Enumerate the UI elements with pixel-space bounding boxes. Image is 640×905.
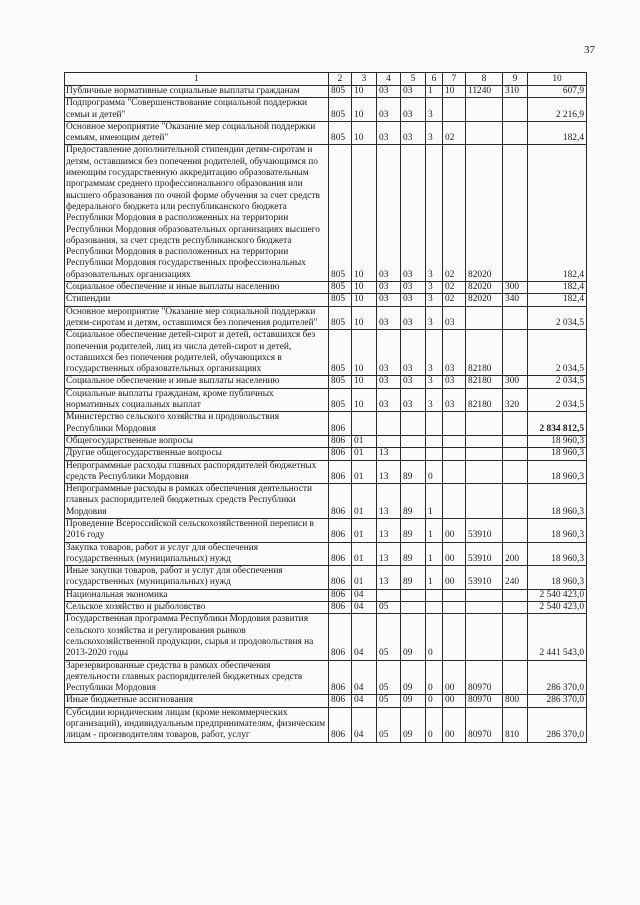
table-row — [65, 306, 587, 330]
code-section-cell: 04 — [352, 614, 377, 660]
code-subsection-cell: 13 — [377, 448, 401, 460]
table-row — [65, 518, 587, 542]
code-admin-cell: 806 — [329, 707, 352, 742]
amount-cell: 2 834 812,5 — [528, 412, 587, 436]
page-number: 37 — [584, 44, 595, 56]
table-header-row — [65, 73, 587, 86]
amount-cell: 2 034,5 — [528, 388, 587, 412]
code-direction-cell: 80970 — [466, 660, 503, 695]
table-row — [65, 282, 587, 294]
code-program-cell: 03 — [401, 98, 426, 122]
code-program-cell: 89 — [401, 484, 426, 519]
code-expense-type-cell — [503, 145, 528, 282]
code-section-cell: 10 — [352, 98, 377, 122]
code-expense-type-cell — [503, 602, 528, 614]
code-expense-type-cell: 200 — [503, 542, 528, 566]
code-section-cell: 01 — [352, 518, 377, 542]
code-section-cell: 10 — [352, 282, 377, 294]
code-direction-cell — [466, 602, 503, 614]
code-activity-cell: 03 — [443, 330, 466, 376]
code-subprogram-cell: 0 — [426, 614, 443, 660]
column-header: 4 — [377, 73, 401, 86]
code-subprogram-cell: 0 — [426, 695, 443, 707]
code-admin-cell: 806 — [329, 542, 352, 566]
column-header: 8 — [466, 73, 503, 86]
row-name-cell: Социальные выплаты гражданам, кроме публичных нормативных социальных выплат — [65, 388, 329, 412]
table-row — [65, 460, 587, 484]
amount-cell: 18 960,3 — [528, 484, 587, 519]
code-expense-type-cell — [503, 589, 528, 601]
code-program-cell: 03 — [401, 376, 426, 388]
code-direction-cell: 80970 — [466, 707, 503, 742]
code-program-cell — [401, 448, 426, 460]
code-direction-cell: 82020 — [466, 294, 503, 306]
code-program-cell: 89 — [401, 566, 426, 590]
code-subsection-cell: 05 — [377, 707, 401, 742]
row-name-cell: Публичные нормативные социальные выплаты гражданам — [65, 86, 329, 98]
amount-cell: 2 540 423,0 — [528, 602, 587, 614]
code-section-cell: 01 — [352, 566, 377, 590]
column-header: 7 — [443, 73, 466, 86]
code-section-cell: 10 — [352, 330, 377, 376]
code-expense-type-cell: 320 — [503, 388, 528, 412]
amount-cell: 286 370,0 — [528, 660, 587, 695]
code-subsection-cell: 13 — [377, 566, 401, 590]
code-section-cell: 01 — [352, 448, 377, 460]
code-direction-cell — [466, 614, 503, 660]
row-name-cell: Непрограммные расходы в рамках обеспечения деятельности главных распорядителей бюджетных средств Республики Мордовия — [65, 484, 329, 519]
code-subprogram-cell — [426, 435, 443, 447]
table-row — [65, 602, 587, 614]
code-subprogram-cell: 3 — [426, 330, 443, 376]
column-header: 1 — [65, 73, 329, 86]
code-subsection-cell: 13 — [377, 484, 401, 519]
code-subsection-cell: 05 — [377, 695, 401, 707]
row-name-cell: Иные бюджетные ассигнования — [65, 695, 329, 707]
row-name-cell: Основное мероприятие "Оказание мер социальной поддержки семьям, имеющим детей" — [65, 121, 329, 145]
amount-cell: 286 370,0 — [528, 695, 587, 707]
code-subsection-cell: 03 — [377, 282, 401, 294]
code-subsection-cell — [377, 435, 401, 447]
code-expense-type-cell — [503, 614, 528, 660]
amount-cell: 2 034,5 — [528, 330, 587, 376]
row-name-cell: Государственная программа Республики Мордовия развития сельского хозяйства и регулирования рынков сельскохозяйственной продукции, сырья и продовольствия на 2013-2020 годы — [65, 614, 329, 660]
table-row — [65, 412, 587, 436]
code-admin-cell: 806 — [329, 589, 352, 601]
code-program-cell — [401, 435, 426, 447]
code-admin-cell: 806 — [329, 660, 352, 695]
code-subprogram-cell: 3 — [426, 145, 443, 282]
row-name-cell: Общегосударственные вопросы — [65, 435, 329, 447]
code-program-cell: 03 — [401, 121, 426, 145]
code-subsection-cell: 13 — [377, 460, 401, 484]
code-subsection-cell: 03 — [377, 98, 401, 122]
code-direction-cell — [466, 121, 503, 145]
code-activity-cell — [443, 98, 466, 122]
code-activity-cell — [443, 412, 466, 436]
table-row — [65, 121, 587, 145]
table-row — [65, 707, 587, 742]
code-admin-cell: 805 — [329, 388, 352, 412]
code-subprogram-cell: 3 — [426, 376, 443, 388]
code-expense-type-cell: 310 — [503, 86, 528, 98]
row-name-cell: Стипендии — [65, 294, 329, 306]
table-row — [65, 448, 587, 460]
code-expense-type-cell — [503, 448, 528, 460]
code-section-cell: 10 — [352, 145, 377, 282]
code-direction-cell: 82180 — [466, 376, 503, 388]
code-admin-cell: 806 — [329, 448, 352, 460]
code-admin-cell: 806 — [329, 566, 352, 590]
code-direction-cell — [466, 412, 503, 436]
code-program-cell — [401, 589, 426, 601]
code-activity-cell: 03 — [443, 306, 466, 330]
code-admin-cell: 806 — [329, 614, 352, 660]
code-expense-type-cell: 810 — [503, 707, 528, 742]
row-name-cell: Социальное обеспечение детей-сирот и детей, оставшихся без попечения родителей, лиц из числа детей-сирот и детей, оставшихся без попечения родителей, обучающихся в государственных образовательных организациях — [65, 330, 329, 376]
code-subsection-cell: 13 — [377, 542, 401, 566]
column-header: 3 — [352, 73, 377, 86]
code-subprogram-cell: 1 — [426, 542, 443, 566]
code-section-cell: 01 — [352, 542, 377, 566]
code-subprogram-cell: 3 — [426, 282, 443, 294]
code-activity-cell: 00 — [443, 566, 466, 590]
table-row — [65, 435, 587, 447]
code-program-cell: 03 — [401, 145, 426, 282]
code-activity-cell: 00 — [443, 542, 466, 566]
code-activity-cell: 00 — [443, 518, 466, 542]
code-direction-cell — [466, 448, 503, 460]
code-direction-cell: 82180 — [466, 388, 503, 412]
table-row — [65, 330, 587, 376]
code-activity-cell: 02 — [443, 121, 466, 145]
code-activity-cell — [443, 614, 466, 660]
code-activity-cell — [443, 460, 466, 484]
code-program-cell — [401, 602, 426, 614]
code-activity-cell — [443, 448, 466, 460]
code-direction-cell: 82020 — [466, 145, 503, 282]
code-activity-cell: 02 — [443, 294, 466, 306]
code-section-cell: 10 — [352, 121, 377, 145]
code-program-cell: 03 — [401, 306, 426, 330]
code-activity-cell — [443, 435, 466, 447]
budget-table — [64, 72, 587, 743]
row-name-cell: Субсидии юридическим лицам (кроме некоммерческих организаций), индивидуальным предпринимателям, физическим лицам - производителям товаров, работ, услуг — [65, 707, 329, 742]
code-expense-type-cell — [503, 330, 528, 376]
code-activity-cell: 00 — [443, 707, 466, 742]
code-expense-type-cell: 300 — [503, 376, 528, 388]
amount-cell: 18 960,3 — [528, 542, 587, 566]
code-subsection-cell: 05 — [377, 602, 401, 614]
column-header: 5 — [401, 73, 426, 86]
code-admin-cell: 806 — [329, 412, 352, 436]
code-direction-cell — [466, 98, 503, 122]
code-subprogram-cell: 1 — [426, 518, 443, 542]
column-header: 2 — [329, 73, 352, 86]
code-subprogram-cell: 0 — [426, 460, 443, 484]
amount-cell: 2 441 543,0 — [528, 614, 587, 660]
amount-cell: 2 540 423,0 — [528, 589, 587, 601]
code-admin-cell: 806 — [329, 484, 352, 519]
code-admin-cell: 806 — [329, 695, 352, 707]
code-section-cell: 10 — [352, 306, 377, 330]
code-subprogram-cell: 0 — [426, 707, 443, 742]
amount-cell: 2 034,5 — [528, 306, 587, 330]
code-subprogram-cell: 3 — [426, 294, 443, 306]
code-direction-cell: 82180 — [466, 330, 503, 376]
row-name-cell: Предоставление дополнительной стипендии детям-сиротам и детям, оставшимся без попечения родителей, обучающимся по имеющим государственную аккредитацию образовательным программам среднего профессионального образования или высшего образования по очной форме обучения за счет средств федерального бюджета или республиканского бюджета Республики Мордовия в расположенных на территории Республики Мордовия образовательных организациях высшего образования, за счет средств республиканского бюджета Республики Мордовия в расположенных на территории Республики Мордовия государственных профессиональных образовательных организациях — [65, 145, 329, 282]
row-name-cell: Основное мероприятие "Оказание мер социальной поддержки детям-сиротам и детям, оставшимся без попечения родителей" — [65, 306, 329, 330]
code-activity-cell: 02 — [443, 282, 466, 294]
code-admin-cell: 805 — [329, 98, 352, 122]
code-program-cell: 03 — [401, 330, 426, 376]
code-subprogram-cell — [426, 448, 443, 460]
code-admin-cell: 805 — [329, 86, 352, 98]
code-expense-type-cell — [503, 435, 528, 447]
table-row — [65, 388, 587, 412]
table-row — [65, 484, 587, 519]
code-subprogram-cell: 1 — [426, 566, 443, 590]
code-direction-cell — [466, 484, 503, 519]
code-subprogram-cell: 0 — [426, 660, 443, 695]
code-expense-type-cell: 340 — [503, 294, 528, 306]
code-program-cell — [401, 412, 426, 436]
table-row — [65, 614, 587, 660]
code-subprogram-cell: 3 — [426, 306, 443, 330]
table-row — [65, 376, 587, 388]
code-subprogram-cell: 3 — [426, 388, 443, 412]
code-subsection-cell: 03 — [377, 388, 401, 412]
code-section-cell: 04 — [352, 660, 377, 695]
amount-cell: 607,9 — [528, 86, 587, 98]
code-direction-cell: 53910 — [466, 542, 503, 566]
row-name-cell: Закупка товаров, работ и услуг для обеспечения государственных (муниципальных) нужд — [65, 542, 329, 566]
code-admin-cell: 805 — [329, 330, 352, 376]
code-admin-cell: 806 — [329, 435, 352, 447]
row-name-cell: Сельское хозяйство и рыболовство — [65, 602, 329, 614]
amount-cell: 2 034,5 — [528, 376, 587, 388]
amount-cell: 182,4 — [528, 121, 587, 145]
column-header: 6 — [426, 73, 443, 86]
row-name-cell: Другие общегосударственные вопросы — [65, 448, 329, 460]
code-program-cell: 03 — [401, 86, 426, 98]
code-subsection-cell: 03 — [377, 121, 401, 145]
code-direction-cell: 11240 — [466, 86, 503, 98]
code-section-cell: 01 — [352, 460, 377, 484]
code-subprogram-cell — [426, 589, 443, 601]
code-admin-cell: 805 — [329, 145, 352, 282]
code-section-cell: 10 — [352, 388, 377, 412]
code-activity-cell: 03 — [443, 376, 466, 388]
code-subsection-cell — [377, 589, 401, 601]
code-activity-cell: 00 — [443, 695, 466, 707]
code-subsection-cell: 13 — [377, 518, 401, 542]
amount-cell: 182,4 — [528, 294, 587, 306]
code-subprogram-cell: 3 — [426, 98, 443, 122]
code-activity-cell: 03 — [443, 388, 466, 412]
amount-cell: 182,4 — [528, 145, 587, 282]
code-subsection-cell: 03 — [377, 330, 401, 376]
amount-cell: 286 370,0 — [528, 707, 587, 742]
code-expense-type-cell — [503, 484, 528, 519]
code-activity-cell: 10 — [443, 86, 466, 98]
code-expense-type-cell — [503, 460, 528, 484]
code-expense-type-cell — [503, 306, 528, 330]
amount-cell: 18 960,3 — [528, 518, 587, 542]
code-subsection-cell: 05 — [377, 660, 401, 695]
code-expense-type-cell — [503, 412, 528, 436]
code-section-cell: 01 — [352, 484, 377, 519]
code-admin-cell: 806 — [329, 602, 352, 614]
code-activity-cell — [443, 589, 466, 601]
code-program-cell: 03 — [401, 388, 426, 412]
code-program-cell: 03 — [401, 282, 426, 294]
code-direction-cell — [466, 435, 503, 447]
code-subsection-cell: 03 — [377, 294, 401, 306]
code-subsection-cell: 03 — [377, 145, 401, 282]
code-expense-type-cell — [503, 121, 528, 145]
row-name-cell: Непрограммные расходы главных распорядителей бюджетных средств Республики Мордовия — [65, 460, 329, 484]
table-row — [65, 695, 587, 707]
code-section-cell: 04 — [352, 602, 377, 614]
code-admin-cell: 805 — [329, 294, 352, 306]
row-name-cell: Зарезервированные средства в рамках обеспечения деятельности главных распорядителей бюджетных средств Республики Мордовия — [65, 660, 329, 695]
amount-cell: 18 960,3 — [528, 460, 587, 484]
code-activity-cell: 00 — [443, 660, 466, 695]
code-direction-cell: 80970 — [466, 695, 503, 707]
table-row — [65, 589, 587, 601]
code-section-cell: 04 — [352, 707, 377, 742]
code-program-cell: 89 — [401, 518, 426, 542]
code-program-cell: 89 — [401, 460, 426, 484]
code-expense-type-cell: 240 — [503, 566, 528, 590]
code-admin-cell: 805 — [329, 376, 352, 388]
code-program-cell: 89 — [401, 542, 426, 566]
code-direction-cell — [466, 460, 503, 484]
table-row — [65, 98, 587, 122]
column-header: 9 — [503, 73, 528, 86]
row-name-cell: Подпрограмма "Совершенствование социальной поддержки семьи и детей" — [65, 98, 329, 122]
code-program-cell: 09 — [401, 614, 426, 660]
table-body — [65, 86, 587, 743]
code-expense-type-cell: 300 — [503, 282, 528, 294]
code-subprogram-cell: 3 — [426, 121, 443, 145]
table-row — [65, 86, 587, 98]
code-section-cell: 04 — [352, 695, 377, 707]
code-admin-cell: 805 — [329, 306, 352, 330]
amount-cell: 18 960,3 — [528, 435, 587, 447]
column-header: 10 — [528, 73, 587, 86]
code-subsection-cell — [377, 412, 401, 436]
code-direction-cell: 53910 — [466, 518, 503, 542]
code-subsection-cell: 05 — [377, 614, 401, 660]
row-name-cell: Социальное обеспечение и иные выплаты населению — [65, 376, 329, 388]
code-expense-type-cell: 800 — [503, 695, 528, 707]
row-name-cell: Иные закупки товаров, работ и услуг для обеспечения государственных (муниципальных) нужд — [65, 566, 329, 590]
code-admin-cell: 806 — [329, 460, 352, 484]
code-program-cell: 03 — [401, 294, 426, 306]
code-admin-cell: 805 — [329, 121, 352, 145]
row-name-cell: Социальное обеспечение и иные выплаты населению — [65, 282, 329, 294]
code-section-cell: 10 — [352, 294, 377, 306]
code-direction-cell — [466, 306, 503, 330]
code-subsection-cell: 03 — [377, 306, 401, 330]
row-name-cell: Министерство сельского хозяйства и продовольствия Республики Мордовия — [65, 412, 329, 436]
amount-cell: 182,4 — [528, 282, 587, 294]
table-row — [65, 566, 587, 590]
code-expense-type-cell — [503, 518, 528, 542]
code-activity-cell — [443, 484, 466, 519]
table-row — [65, 294, 587, 306]
code-subprogram-cell — [426, 412, 443, 436]
code-subprogram-cell: 1 — [426, 86, 443, 98]
code-activity-cell — [443, 602, 466, 614]
row-name-cell: Проведение Всероссийской сельскохозяйственной переписи в 2016 году — [65, 518, 329, 542]
code-direction-cell — [466, 589, 503, 601]
table-row — [65, 145, 587, 282]
code-subprogram-cell — [426, 602, 443, 614]
code-section-cell: 01 — [352, 435, 377, 447]
code-expense-type-cell — [503, 98, 528, 122]
code-section-cell: 04 — [352, 589, 377, 601]
code-direction-cell: 82020 — [466, 282, 503, 294]
code-admin-cell: 806 — [329, 518, 352, 542]
code-section-cell — [352, 412, 377, 436]
code-activity-cell: 02 — [443, 145, 466, 282]
code-direction-cell: 53910 — [466, 566, 503, 590]
amount-cell: 18 960,3 — [528, 566, 587, 590]
table-row — [65, 542, 587, 566]
row-name-cell: Национальная экономика — [65, 589, 329, 601]
code-section-cell: 10 — [352, 376, 377, 388]
code-subsection-cell: 03 — [377, 86, 401, 98]
code-subsection-cell: 03 — [377, 376, 401, 388]
amount-cell: 18 960,3 — [528, 448, 587, 460]
code-expense-type-cell — [503, 660, 528, 695]
code-subprogram-cell: 1 — [426, 484, 443, 519]
code-section-cell: 10 — [352, 86, 377, 98]
table-row — [65, 660, 587, 695]
code-admin-cell: 805 — [329, 282, 352, 294]
code-program-cell: 09 — [401, 660, 426, 695]
code-program-cell: 09 — [401, 695, 426, 707]
amount-cell: 2 216,9 — [528, 98, 587, 122]
code-program-cell: 09 — [401, 707, 426, 742]
